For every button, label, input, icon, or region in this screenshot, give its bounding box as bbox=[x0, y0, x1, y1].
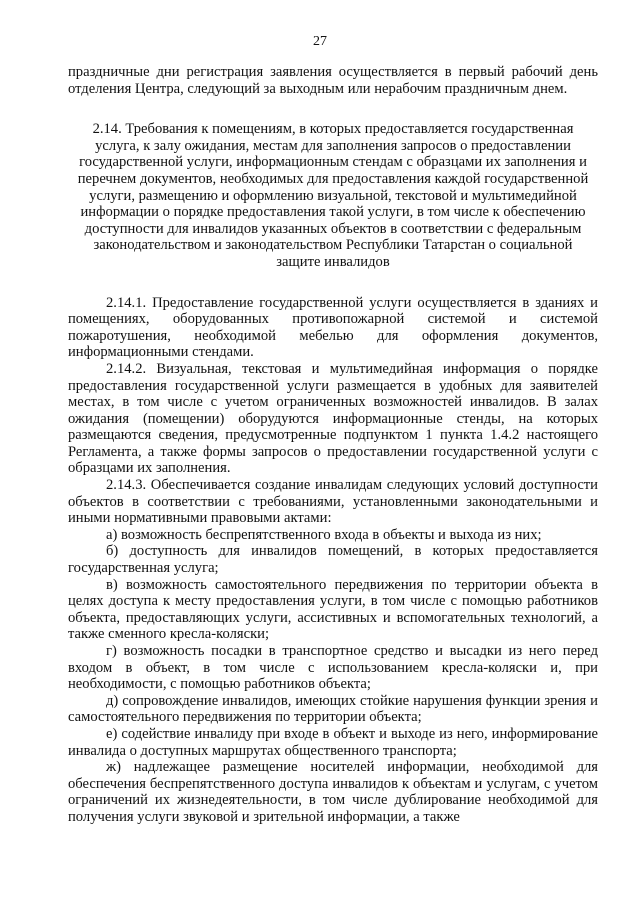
document-body bbox=[68, 64, 598, 826]
paragraph-2-14-3: 2.14.3. Обеспечивается создание инвалидам следующих условий доступности объектов в соответствии с требованиями, установленными законодательными и иными нормативными правовыми актами: bbox=[68, 477, 598, 527]
list-item-b: б) доступность для инвалидов помещений, в которых предоставляется государственная услуга; bbox=[68, 543, 598, 577]
list-item-g: г) возможность посадки в транспортное средство и высадки из него перед входом в объект, в том числе с использованием кресла-коляски и, при необходимости, с помощью работников объекта; bbox=[68, 643, 598, 693]
list-item-v: в) возможность самостоятельного передвижения по территории объекта в целях доступа к месту предоставления услуги, в том числе с помощью работников объекта, предоставляющих услуги, ассистивных и вспомогательных технологий, а также сменного кресла-коляски; bbox=[68, 576, 598, 643]
list-item-zh: ж) надлежащее размещение носителей информации, необходимой для обеспечения беспрепятственного доступа инвалидов к объектам и услугам, с учетом ограничений их жизнедеятельности, в том числе дублирование необходимой для получения услуги звуковой и зрительной информации, а также bbox=[68, 759, 598, 825]
list-item-a: а) возможность беспрепятственного входа в объекты и выхода из них; bbox=[106, 526, 542, 543]
paragraph-carryover: праздничные дни регистрация заявления осуществляется в первый рабочий день отделения Центра, следующий за выходным или нерабочим праздничным днем. bbox=[68, 64, 598, 97]
list-item-e: е) содействие инвалиду при входе в объект и выходе из него, информирование инвалида о доступных маршрутах общественного транспорта; bbox=[68, 725, 598, 759]
list-item-d: д) сопровождение инвалидов, имеющих стойкие нарушения функции зрения и самостоятельного передвижения по территории объекта; bbox=[68, 692, 598, 726]
page-number: 27 bbox=[313, 34, 327, 49]
paragraph-2-14-1: 2.14.1. Предоставление государственной услуги осуществляется в зданиях и помещениях, оборудованных противопожарной системой и системой пожаротушения, необходимой мебелью для оформления документов, информационными стендами. bbox=[68, 294, 598, 361]
paragraph-2-14-2: 2.14.2. Визуальная, текстовая и мультимедийная информация о порядке предоставления государственной услуги размещается в удобных для заявителей местах, в том числе с учетом ограниченных возможностей инвалидов. В залах ожидания (помещении) оборудуются информационные стенды, на которых размещаются сведения, предусмотренные подпунктом 1 пункта 1.4.2 настоящего Регламента, а также формы запросов о предоставлении государственной услуги с образцами их заполнения. bbox=[68, 360, 598, 477]
section-heading-2-14: 2.14. Требования к помещениям, в которых предоставляется государственная услуга, к залу ожидания, местам для заполнения запросов о предоставлении государственной услуги, информационным стендам с образцами их заполнения и перечнем документов, необходимых для предоставления каждой государственной услуги, размещению и оформлению визуальной, текстовой и мультимедийной информации о порядке предоставления такой услуги, в том числе к обеспечению доступности для инвалидов указанных объектов в соответствии с федеральным законодательством и законодательством Республики Татарстан о социальной защите инвалидов bbox=[77, 121, 589, 270]
